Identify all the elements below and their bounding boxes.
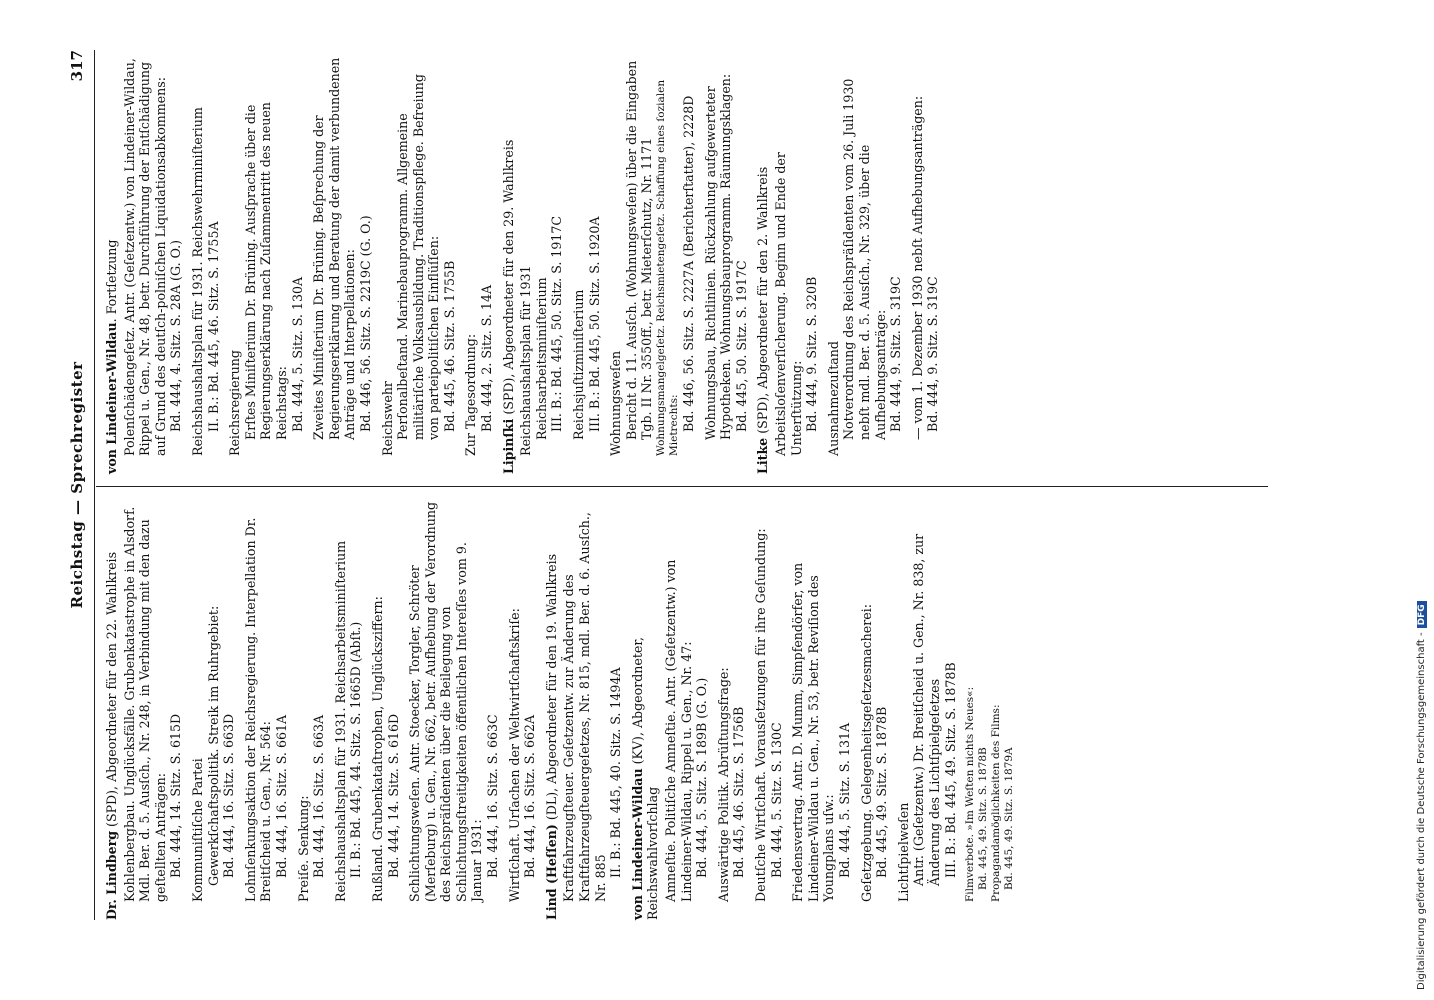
topic: Bericht d. 11. Ausſch. (Wohnungsweſen) über die Eingaben Tgb. II Nr. 3550ff., betr. Mieterſchutz, Nr. 1171 xyxy=(623,60,655,440)
reference: Bd. 444, 14. Sitz. S. 615D xyxy=(168,713,184,878)
speaker-details: (DL), Abgeordneter für den 19. Wahlkreis xyxy=(543,553,559,825)
topic: Gewerkſchaftspolitik. Streik im Ruhrgebiet: xyxy=(205,605,221,886)
reference: Bd. 444, 9. Sitz. S. 319C xyxy=(925,276,941,432)
reference: Bd. 444, 14. Sitz. S. 616D xyxy=(385,713,401,878)
speaker-entry xyxy=(104,54,120,474)
funding-text: Digitalisierung gefördert durch die Deutsche Forschungsgemeinschaft - xyxy=(1416,632,1427,990)
rotated-page xyxy=(68,50,1338,920)
page-number: 317 xyxy=(68,50,86,82)
speaker-name: Lind (Heſſen) xyxy=(543,824,559,920)
topic: Reichshaushaltsplan für 1931. Reichswehrminiſterium xyxy=(189,107,205,456)
speaker-entry xyxy=(544,500,560,920)
reference: Bd. 444, 16. Sitz. S. 663A xyxy=(311,714,327,878)
speaker-details: (SPD), Abgeordneter für den 2. Wahlkreis xyxy=(755,166,771,438)
side-note-text xyxy=(1416,601,1427,990)
topic: Preiſe. Senkung: xyxy=(295,795,311,902)
reference: Bd. 445, 46. Sitz. S. 1755B xyxy=(441,260,457,432)
topic: Lohnſenkungsaktion der Reichsregierung. Interpellation Dr. Breitſcheid u. Gen., Nr. 564: xyxy=(242,517,274,902)
speaker-name: von Lindeiner-Wildau xyxy=(104,322,119,474)
reference: Bd. 444, 5. Sitz. S. 189B (G. O.) xyxy=(694,677,710,878)
speaker-name: von Lindeiner-Wildau xyxy=(629,768,645,920)
reference: III. B.: Bd. 445, 49. Sitz. S. 1878B xyxy=(942,662,958,878)
topic: Erſtes Miniſterium Dr. Brüning. Ausſprache über die Regierungserklärung nach Zuſammentritt des neuen Reichstags: xyxy=(242,102,289,440)
reference: III. B.: Bd. 445, 50. Sitz. S. 1920A xyxy=(586,216,602,432)
reference: Bd. 445, 49. Sitz. S. 1878B xyxy=(874,706,890,878)
reference: III. B.: Bd. 445, 50. Sitz. S. 1917C xyxy=(549,215,565,432)
left-column xyxy=(104,500,1016,920)
topic: Wirtſchaft. Urſachen der Weltwirtſchaftskriſe: xyxy=(506,608,522,902)
topic: Reichsjuſtizminiſterium xyxy=(571,289,587,440)
topic: Kommuniſtiſche Partei xyxy=(189,758,205,902)
speaker-name: Dr. Lindberg xyxy=(104,830,119,920)
reference: Bd. 445, 46. Sitz. S. 1756B xyxy=(731,706,747,878)
topic: Perſonalbeſtand. Marinebauprogramm. Allgemeine militäriſche Volksausbildung. Traditionspflege. Befreiung von parteipolitiſchen Einflüſſen: xyxy=(395,74,442,440)
topic: Zweites Miniſterium Dr. Brüning. Beſprechung der Regierungserklärung und Beratung der damit verbundenen Anträge und Interpellationen: xyxy=(311,57,358,440)
reference: Bd. 444, 9. Sitz. S. 319C xyxy=(888,276,904,432)
header-rule xyxy=(94,50,95,920)
reference: Bd. 445, 50. Sitz. S. 1917C xyxy=(733,260,749,432)
reference: Bd. 446, 56. Sitz. S. 2219C (G. O.) xyxy=(357,215,373,432)
topic: — vom 1. Dezember 1930 nebſt Aufhebungsanträgen: xyxy=(909,95,925,440)
page-title: Reichstag — Sprechregister xyxy=(68,361,86,609)
speaker-entry xyxy=(630,500,661,920)
speaker-details: (KV), Abgeordneter, Reichswahlvorſchlag xyxy=(629,636,661,920)
speaker-details: (SPD), Abgeordneter für den 29. Wahlkreis xyxy=(500,139,516,419)
topic: Amneſtie. Politiſche Amneſtie. Antr. (Geſetzentw.) von Lindeiner-Wildau, Rippel u. Gen., Nr. 47: xyxy=(663,559,694,902)
reference: Bd. 444, 9. Sitz. S. 320B xyxy=(804,276,820,432)
topic: Auswärtige Politik. Abrüſtungsfrage: xyxy=(715,667,731,902)
speaker-entry xyxy=(501,54,517,474)
topic: Polenſchädengeſetz. Antr. (Geſetzentw.) von Lindeiner-Wildau, Rippel u. Gen., Nr. 48, betr. Durchführung der Entſchädigung auf Grund des deutſch-polniſchen Liquidationsabkommens: xyxy=(121,58,168,456)
topic: Reichshaushaltsplan für 1931 xyxy=(518,265,534,456)
topic: Zur Tagesordnung: xyxy=(463,333,479,456)
reference: Bd. 446, 56. Sitz. S. 2227A (Berichterſtatter), 2228D xyxy=(681,95,696,432)
topic: Wohnungsweſen xyxy=(608,350,624,456)
reference: II. B.: Bd. 445, 46. Sitz. S. 1755A xyxy=(205,221,221,432)
reference: Bd. 444, 16. Sitz. S. 663D xyxy=(221,713,237,878)
topic: Filmverbote. »Im Weſten nichts Neues«: xyxy=(964,686,977,902)
topic: Rußland. Grubenkataſtrophen, Unglücksziffern: xyxy=(369,596,385,902)
topic: Lichtſpielweſen xyxy=(895,802,911,902)
topic: Antr. (Geſetzentw.) Dr. Breitſcheid u. Gen., Nr. 838, zur Änderung des Lichtſpielgeſetzes xyxy=(911,533,942,886)
reference: Bd. 444, 5. Sitz. S. 130A xyxy=(289,276,305,432)
topic: Reichswehr xyxy=(379,381,395,456)
reference: Bd. 444, 16. Sitz. S. 662A xyxy=(522,714,538,878)
side-note xyxy=(1416,10,1428,990)
topic: Arbeitsloſenverſicherung. Beginn und Ende der Unterſtützung: xyxy=(772,152,804,456)
reference: Bd. 444, 2. Sitz. S. 14A xyxy=(479,284,495,432)
topic: Propagandamöglichkeiten des Films: xyxy=(990,704,1003,902)
reference: Bd. 445, 49. Sitz. S. 1879A xyxy=(1003,747,1016,890)
topic: Reichshaushaltsplan für 1931. Reichsarbeitsminiſterium xyxy=(332,540,348,902)
column-divider xyxy=(96,486,1268,487)
reference: II. B.: Bd. 445, 44. Sitz. S. 1665D (Abſt.) xyxy=(348,621,364,878)
page-header xyxy=(68,50,98,920)
topic: Kraftfahrzeugſteuer. Geſetzentw. zur Änderung des Kraftfahrzeugſteuergeſetzes, Nr. 815, mdl. Ber. d. 6. Ausſch., Nr. 885 xyxy=(561,512,608,902)
speaker-details: (SPD), Abgeordneter für den 22. Wahlkreis xyxy=(104,551,119,831)
dfg-logo: DFG xyxy=(1417,601,1427,628)
speaker-details: . Fortſetzung xyxy=(104,239,119,323)
topic: Deutſche Wirtſchaft. Vorausſetzungen für ihre Geſundung: xyxy=(752,528,768,902)
topic: Notverordnung des Reichspräſidenten vom 26. Juli 1930 nebſt mdl. Ber. d. 5. Ausſch., Nr. 329, über die Aufhebungsanträge: xyxy=(841,78,888,440)
reference: Bd. 444, 4. Sitz. S. 28A (G. O.) xyxy=(168,239,184,432)
reference: Bd. 444, 16. Sitz. S. 661A xyxy=(273,714,289,878)
speaker-name: Lipinſki xyxy=(500,418,516,474)
topic: Wohnungsmangelgeſetz. Reichsmietengeſetz. Schaffung eines ſozialen Mietrechts: xyxy=(655,79,680,456)
register-page xyxy=(68,50,1298,920)
reference: Bd. 444, 16. Sitz. S. 663C xyxy=(485,714,501,878)
topic: Ausnahmezuſtand xyxy=(825,341,841,456)
topic: Reichsarbeitsminiſterium xyxy=(533,277,549,440)
reference: Bd. 445, 49. Sitz. S. 1878B xyxy=(977,747,990,890)
topic: Geſetzgebung. Gelegenheitsgeſetzesmacherei: xyxy=(858,604,874,902)
topic: Reichsregierung xyxy=(227,350,243,456)
speaker-name: Litke xyxy=(755,437,771,474)
reference: Bd. 444, 5. Sitz. S. 130C xyxy=(768,722,784,878)
speaker-entry xyxy=(104,500,120,920)
reference: Bd. 444, 5. Sitz. S. 131A xyxy=(836,722,852,878)
topic: Friedensvertrag. Antr. D. Mumm, Simpfendörfer, von Lindeiner-Wildau u. Gen., Nr. 53, betr. Reviſion des Youngplans uſw.: xyxy=(790,562,837,902)
right-column xyxy=(104,54,947,474)
reference: II. B.: Bd. 445, 40. Sitz. S. 1494A xyxy=(608,667,624,878)
speaker-entry xyxy=(755,54,771,474)
topic: Wohnungsbau, Richtlinien. Rückzahlung aufgewerteter Hypotheken. Wohnungsbauprogramm. Räumungsklagen: xyxy=(702,73,734,440)
topic: Kohlenbergbau. Unglücksfälle. Grubenkatastrophe in Alsdorf. Mdl. Ber. d. 5. Ausſch., Nr. 248, in Verbindung mit den dazu geſtellten Anträgen: xyxy=(121,506,168,902)
topic: Schlichtungsweſen. Antr. Stoecker, Torgler, Schröter (Merſeburg) u. Gen., Nr. 662, betr. Aufhebung der Verordnung des Reichspräſidenten über die Beilegung von Schlichtungsſtreitigkeiten öffentlichen Intereſſes vom 9. Januar 1931: xyxy=(407,501,485,902)
